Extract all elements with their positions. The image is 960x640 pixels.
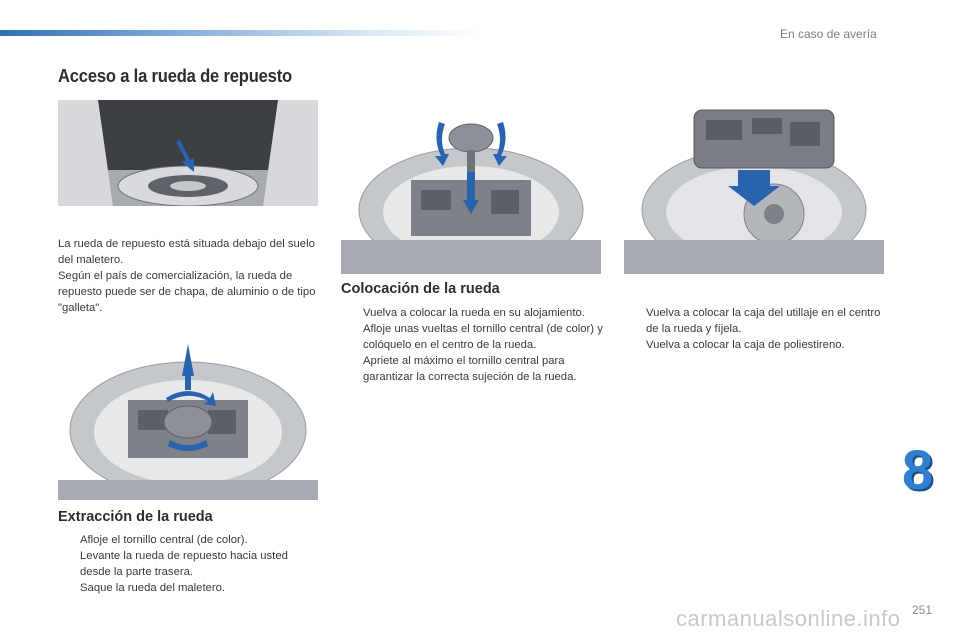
extraction-title: Extracción de la rueda	[58, 509, 213, 525]
wheel-extraction-illustration	[58, 340, 318, 500]
list-item: Vuelva a colocar la caja de poliestireno.	[646, 339, 845, 351]
header-accent-bar	[0, 30, 480, 36]
list-item: Levante la rueda de repuesto hacia usted desde la parte trasera.	[80, 550, 288, 578]
list-item: Afloje unas vueltas el tornillo central (de color) y colóquelo en el centro de la rueda.	[363, 323, 603, 351]
trunk-illustration	[58, 100, 318, 206]
toolbox-placement-illustration	[624, 104, 884, 274]
watermark: carmanualsonline.info	[676, 606, 901, 631]
list-item: Apriete al máximo el tornillo central para garantizar la correcta sujeción de la rueda.	[363, 355, 577, 383]
page-title: Acceso a la rueda de repuesto	[58, 66, 292, 86]
toolbox-steps	[624, 305, 886, 353]
list-item: Vuelva a colocar la rueda en su alojamiento.	[363, 307, 585, 319]
intro-line-1: La rueda de repuesto está situada debajo del suelo del maletero.	[58, 238, 315, 266]
intro-line-2: Según el país de comercialización, la rueda de repuesto puede ser de chapa, de aluminio o de tipo "galleta".	[58, 270, 316, 314]
page-number: 251	[912, 603, 933, 617]
chapter-number: 8	[902, 438, 934, 501]
list-item: Saque la rueda del maletero.	[80, 582, 226, 594]
placement-title: Colocación de la rueda	[341, 281, 500, 297]
extraction-steps	[58, 532, 320, 596]
list-item: Afloje el tornillo central (de color).	[80, 534, 248, 546]
placement-steps	[341, 305, 603, 385]
section-label: En caso de avería	[780, 27, 877, 41]
wheel-placement-illustration	[341, 110, 601, 274]
intro-paragraph	[58, 236, 320, 316]
list-item: Vuelva a colocar la caja del utillaje en el centro de la rueda y fíjela.	[646, 307, 881, 335]
